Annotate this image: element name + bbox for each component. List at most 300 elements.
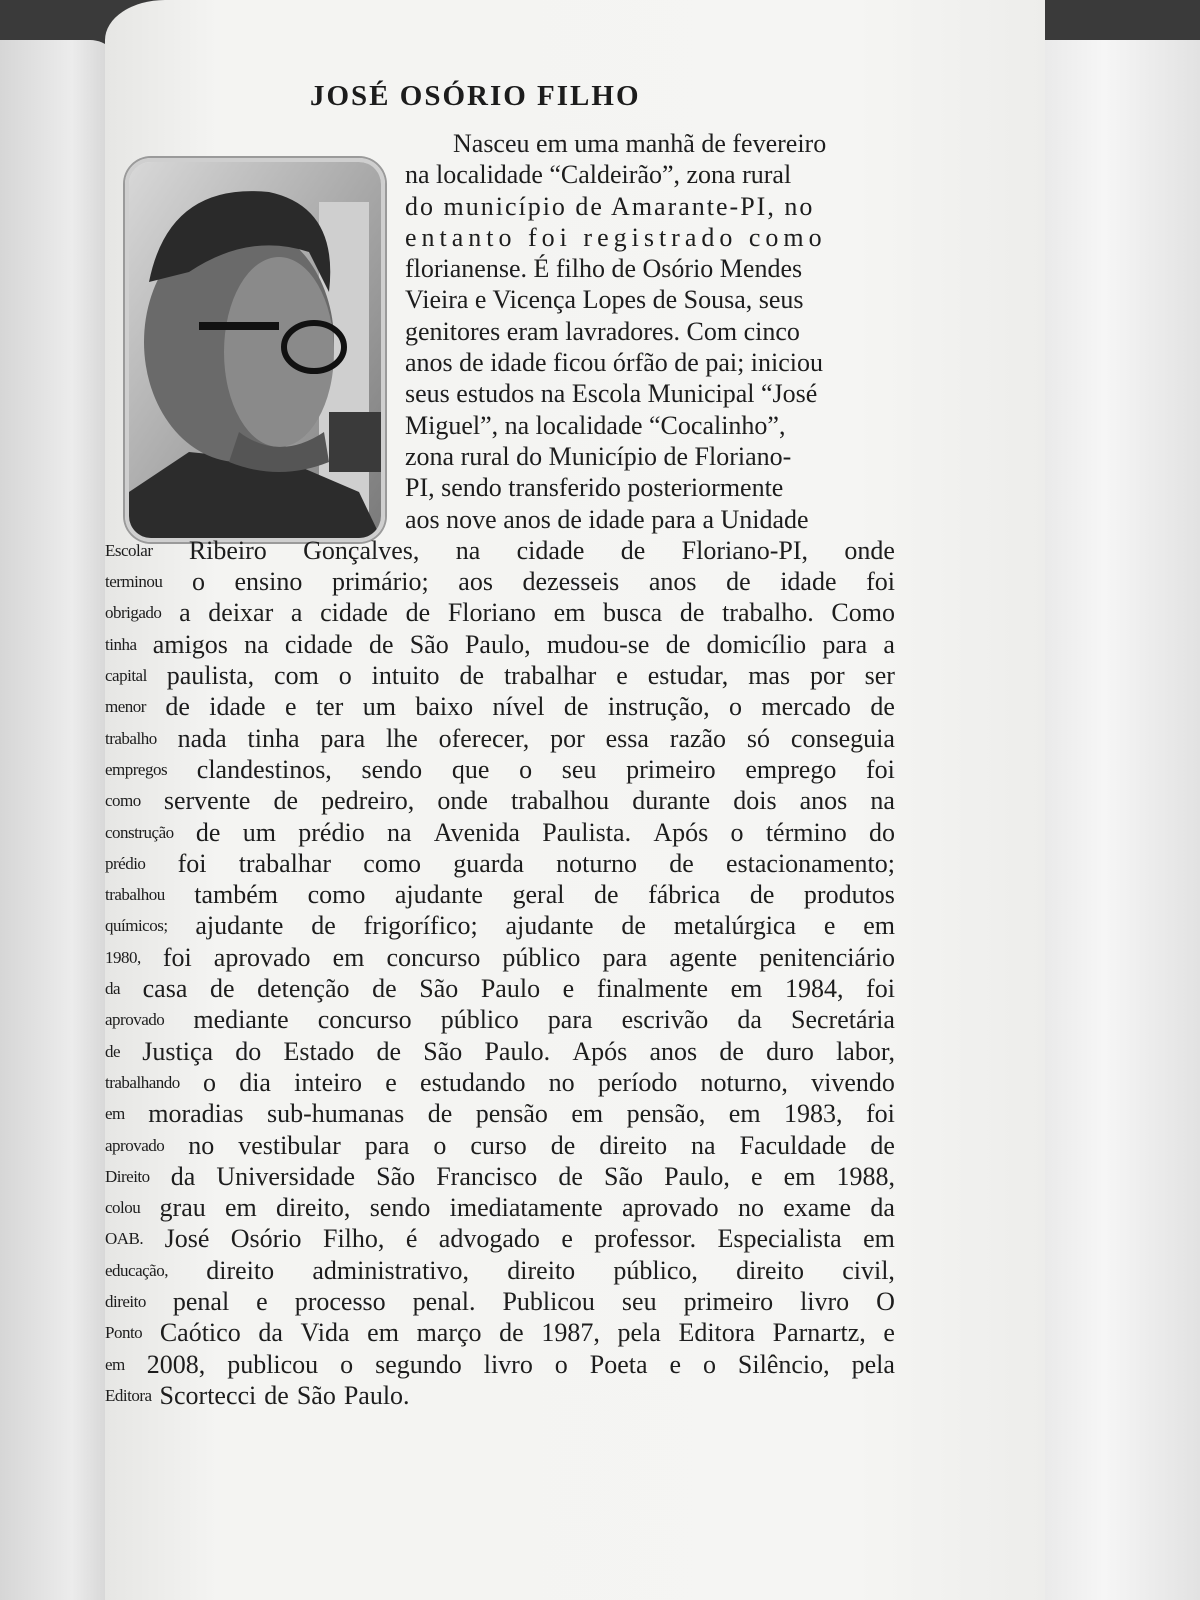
- line-lead-word: colou: [105, 1198, 141, 1218]
- line-word: de: [749, 880, 775, 910]
- line-word: público: [502, 942, 581, 972]
- left-page-edge: [0, 40, 120, 1600]
- text-line: [105, 910, 895, 941]
- line-word: seu: [561, 754, 597, 784]
- line-word: publicou: [227, 1349, 319, 1379]
- line-word: e: [284, 692, 297, 722]
- line-word: O: [876, 1286, 895, 1316]
- line-word: um: [362, 692, 396, 722]
- line-word: e: [669, 1349, 681, 1379]
- line-word: foi: [162, 942, 192, 972]
- line-word: trabalhou: [510, 786, 610, 816]
- line-lead-word: trabalhou: [105, 885, 165, 905]
- line-word: administrativo,: [312, 1255, 470, 1285]
- line-word: intuito: [371, 661, 440, 691]
- line-word: produtos: [803, 880, 895, 910]
- line-word: penal.: [412, 1286, 476, 1316]
- line-lead-word: empregos: [105, 759, 168, 779]
- line-word: 1983,: [784, 1099, 843, 1129]
- line-word: vivendo: [811, 1067, 895, 1097]
- line-word: direito: [736, 1255, 804, 1285]
- line-word: deixar: [208, 598, 274, 628]
- line-word: Vida: [300, 1318, 350, 1348]
- line-word: de: [264, 1380, 289, 1410]
- line-word: período: [597, 1067, 678, 1097]
- line-word: livro: [800, 1286, 850, 1316]
- line-word: de: [726, 567, 751, 597]
- line-word: dois: [733, 786, 777, 816]
- text-line: [105, 754, 895, 785]
- line-word: estudar,: [647, 661, 729, 691]
- line-word: para: [364, 1130, 410, 1160]
- text-line: [105, 973, 895, 1004]
- text-line: [105, 660, 895, 691]
- page-title: JOSÉ OSÓRIO FILHO: [310, 80, 641, 112]
- line-word: Paulo.: [484, 1036, 551, 1066]
- line-word: razão: [669, 723, 727, 753]
- text-line: [105, 785, 895, 816]
- line-word: de: [594, 880, 619, 910]
- line-lead-word: Ponto: [105, 1323, 143, 1343]
- line-word: de: [376, 1036, 401, 1066]
- line-lead-word: Direito: [105, 1166, 150, 1186]
- line-word: oferecer,: [438, 723, 530, 753]
- line-word: o: [729, 692, 743, 722]
- line-word: São: [409, 629, 449, 659]
- line-word: na: [870, 786, 895, 816]
- line-word: idade: [209, 692, 266, 722]
- line-word: São: [604, 1161, 644, 1191]
- text-line: [105, 1286, 895, 1317]
- line-lead-word: trabalhando: [105, 1072, 180, 1092]
- line-word: moradias: [148, 1099, 244, 1129]
- line-word: em: [728, 1099, 761, 1129]
- line-word: na: [455, 535, 481, 565]
- line-word: direito: [507, 1255, 576, 1285]
- line-word: de: [165, 692, 190, 722]
- line-word: fábrica: [648, 880, 721, 910]
- text-line: seus estudos na Escola Municipal “José: [405, 379, 818, 409]
- text-line: [105, 848, 895, 879]
- line-word: Avenida: [433, 817, 520, 847]
- line-word: a: [290, 598, 303, 628]
- line-word: o: [730, 817, 744, 847]
- line-word: para: [602, 942, 648, 972]
- text-line: [105, 566, 895, 597]
- line-word: agente: [669, 942, 738, 972]
- line-word: civil,: [842, 1255, 895, 1285]
- line-word: o: [338, 661, 352, 691]
- line-word: 2008,: [146, 1349, 206, 1379]
- line-word: 1987,: [541, 1318, 600, 1348]
- line-word: em: [863, 1224, 895, 1254]
- line-lead-word: da: [105, 979, 121, 999]
- line-word: inteiro: [294, 1067, 363, 1097]
- text-line: [105, 1036, 895, 1067]
- line-word: de: [621, 911, 646, 941]
- line-word: escrivão: [621, 1005, 709, 1035]
- line-word: aprovado: [621, 1193, 719, 1223]
- line-word: em: [730, 974, 763, 1004]
- line-word: grau: [159, 1193, 206, 1223]
- line-word: ajudante: [394, 880, 483, 910]
- line-word: da: [737, 1005, 762, 1035]
- line-word: busca: [603, 598, 663, 628]
- line-word: direito,: [276, 1193, 351, 1223]
- line-word: e: [385, 1067, 397, 1097]
- line-lead-word: prédio: [105, 853, 146, 873]
- line-word: anos: [649, 1036, 698, 1066]
- line-word: Faculdade: [739, 1130, 847, 1160]
- line-word: de: [427, 1099, 453, 1129]
- line-word: domicílio: [706, 629, 807, 659]
- line-word: Osório: [230, 1224, 302, 1254]
- line-word: foi: [866, 754, 895, 784]
- line-word: cidade: [320, 598, 388, 628]
- line-word: servente: [163, 786, 251, 816]
- line-word: noturno: [556, 848, 638, 878]
- line-word: da: [170, 1161, 196, 1191]
- text-line: aos nove anos de idade para a Unidade: [405, 504, 809, 534]
- line-word: sendo: [369, 1193, 431, 1223]
- text-line: [105, 1223, 895, 1254]
- line-word: de: [558, 1161, 583, 1191]
- line-lead-word: terminou: [105, 572, 163, 592]
- line-word: São: [296, 1380, 336, 1410]
- line-word: e: [616, 661, 628, 691]
- line-word: o: [202, 1067, 216, 1097]
- line-word: Secretária: [791, 1005, 895, 1035]
- line-word: de: [195, 817, 221, 847]
- line-word: por: [550, 723, 585, 753]
- text-line: Miguel”, na localidade “Cocalinho”,: [405, 410, 786, 440]
- line-word: trabalho.: [722, 598, 814, 628]
- text-line: [105, 629, 895, 660]
- line-word: foi: [866, 1099, 895, 1129]
- line-word: segundo: [375, 1349, 462, 1379]
- line-word: dia: [239, 1067, 271, 1097]
- line-lead-word: direito: [105, 1291, 146, 1311]
- page-stack-edge: [1040, 40, 1200, 1600]
- line-word: pela: [851, 1349, 895, 1379]
- line-word: trabalhar: [238, 848, 332, 878]
- line-word: Floriano: [447, 598, 536, 628]
- text-line: Vieira e Vicença Lopes de Sousa, seus: [405, 285, 804, 315]
- line-word: que: [451, 754, 490, 784]
- line-word: onde: [844, 535, 895, 565]
- line-word: e: [823, 911, 836, 941]
- line-word: para: [547, 1005, 593, 1035]
- line-word: em: [367, 1318, 399, 1348]
- line-word: processo: [294, 1286, 386, 1316]
- line-word: ter: [315, 692, 344, 722]
- line-word: mudou-se: [546, 629, 650, 659]
- text-line: [105, 597, 895, 628]
- line-word: curso: [470, 1130, 527, 1160]
- line-word: na: [691, 1130, 716, 1160]
- line-word: o: [340, 1349, 354, 1379]
- line-word: casa: [142, 974, 188, 1004]
- line-lead-word: químicos;: [105, 916, 168, 936]
- line-word: instrução,: [607, 692, 710, 722]
- line-word: o: [554, 1349, 568, 1379]
- line-word: mercado: [761, 692, 851, 722]
- line-word: Justiça: [142, 1036, 214, 1066]
- line-word: de: [870, 692, 895, 722]
- line-word: em: [571, 1099, 604, 1129]
- line-word: Após: [572, 1036, 628, 1066]
- text-line: [105, 535, 895, 566]
- text-line: do município de Amarante-PI, no: [405, 191, 815, 221]
- line-word: de: [550, 1130, 576, 1160]
- line-word: mas: [748, 661, 791, 691]
- line-word: para: [822, 629, 868, 659]
- line-word: da: [870, 1193, 895, 1223]
- line-lead-word: menor: [105, 697, 146, 717]
- line-lead-word: capital: [105, 666, 147, 686]
- text-line: [105, 1255, 895, 1286]
- line-word: São: [376, 1161, 416, 1191]
- line-word: onde: [437, 786, 488, 816]
- line-word: de: [620, 535, 646, 565]
- line-word: um: [242, 817, 276, 847]
- line-lead-word: trabalho: [105, 728, 157, 748]
- line-word: pela: [617, 1318, 661, 1348]
- text-line: [105, 1317, 895, 1348]
- line-word: de: [405, 598, 431, 628]
- text-line: genitores eram lavradores. Com cinco: [405, 316, 800, 346]
- line-word: da: [258, 1318, 283, 1348]
- line-word: a: [179, 598, 191, 628]
- line-word: Editora: [678, 1318, 755, 1348]
- line-word: e: [256, 1286, 268, 1316]
- line-word: geral: [512, 880, 565, 910]
- line-word: em: [863, 911, 895, 941]
- line-word: exame: [783, 1193, 852, 1223]
- line-word: término: [765, 817, 847, 847]
- line-word: por: [810, 661, 845, 691]
- line-word: São: [419, 974, 459, 1004]
- line-word: concurso: [317, 1005, 412, 1035]
- line-word: em: [783, 1161, 816, 1191]
- line-word: Caótico: [159, 1318, 241, 1348]
- line-word: mediante: [193, 1005, 289, 1035]
- line-word: Após: [653, 817, 709, 847]
- line-word: duro: [766, 1036, 814, 1066]
- line-word: é: [405, 1224, 418, 1254]
- text-line: entanto foi registrado como: [405, 222, 827, 252]
- text-line: [105, 1161, 895, 1192]
- line-word: nada: [177, 723, 227, 753]
- line-word: imediatamente: [449, 1193, 603, 1223]
- line-word: Floriano-PI,: [681, 535, 809, 565]
- line-word: Francisco: [436, 1161, 538, 1191]
- line-word: do: [235, 1036, 262, 1066]
- text-line: [105, 1192, 895, 1223]
- line-lead-word: tinha: [105, 634, 137, 654]
- line-word: e: [562, 974, 575, 1004]
- line-word: emprego: [745, 754, 837, 784]
- line-word: Parnartz,: [772, 1318, 866, 1348]
- line-word: advogado: [438, 1224, 540, 1254]
- line-word: de: [719, 1036, 744, 1066]
- line-word: anos: [648, 567, 697, 597]
- line-word: professor.: [594, 1224, 697, 1254]
- text-line: [105, 1067, 895, 1098]
- line-word: público,: [613, 1255, 698, 1285]
- line-word: concurso: [386, 942, 481, 972]
- line-word: aos: [458, 567, 493, 597]
- text-line: [105, 1349, 895, 1380]
- line-word: de: [669, 848, 694, 878]
- line-word: na: [244, 629, 269, 659]
- line-word: aprovado: [213, 942, 311, 972]
- line-word: baixo: [415, 692, 474, 722]
- line-word: Estado: [283, 1036, 355, 1066]
- line-word: trabalhar: [503, 661, 597, 691]
- line-word: no: [737, 1193, 764, 1223]
- line-word: 1984,: [784, 974, 844, 1004]
- line-word: pensão: [475, 1099, 548, 1129]
- line-word: na: [386, 817, 412, 847]
- line-word: Universidade: [216, 1161, 356, 1191]
- line-word: o: [519, 754, 533, 784]
- line-word: 1988,: [836, 1161, 895, 1191]
- line-word: frigorífico;: [363, 911, 478, 941]
- line-word: de: [665, 629, 691, 659]
- line-word: Gonçalves,: [303, 535, 420, 565]
- line-word: para: [320, 723, 366, 753]
- line-word: Poeta: [589, 1349, 648, 1379]
- line-word: como: [307, 880, 366, 910]
- line-lead-word: de: [105, 1041, 121, 1061]
- line-word: São: [423, 1036, 463, 1066]
- line-lead-word: construção: [105, 822, 174, 842]
- line-word: março: [416, 1318, 482, 1348]
- line-word: ajudante: [195, 911, 284, 941]
- line-word: Filho,: [322, 1224, 385, 1254]
- line-word: tinha: [247, 723, 300, 753]
- line-word: pensão,: [626, 1099, 706, 1129]
- line-word: e: [750, 1161, 763, 1191]
- line-word: no: [548, 1067, 575, 1097]
- line-word: nível: [492, 692, 545, 722]
- line-word: anos: [799, 786, 848, 816]
- line-word: ensino: [234, 567, 303, 597]
- line-word: labor,: [836, 1036, 895, 1066]
- line-word: foi: [866, 974, 895, 1004]
- line-lead-word: aprovado: [105, 1010, 165, 1030]
- line-word: no: [188, 1130, 215, 1160]
- line-word: estudando: [420, 1067, 526, 1097]
- line-word: Paulista.: [542, 817, 632, 847]
- biography-text: [105, 128, 895, 1411]
- text-line: florianense. É filho de Osório Mendes: [405, 254, 803, 284]
- line-word: e: [883, 1318, 895, 1348]
- line-word: cidade: [284, 629, 353, 659]
- line-word: Paulo,: [664, 1161, 730, 1191]
- line-word: Paulo,: [464, 629, 531, 659]
- line-word: sendo: [361, 754, 423, 784]
- text-line: zona rural do Município de Floriano-: [405, 441, 792, 471]
- line-word: prédio: [298, 817, 365, 847]
- line-word: penitenciário: [759, 942, 895, 972]
- line-word: livro: [483, 1349, 533, 1379]
- line-word: de: [311, 911, 336, 941]
- line-word: em: [553, 598, 586, 628]
- text-line: [105, 942, 895, 973]
- line-word: ser: [864, 661, 895, 691]
- line-word: Ribeiro: [188, 535, 267, 565]
- line-word: noturno,: [700, 1067, 788, 1097]
- line-word: como: [363, 848, 422, 878]
- text-line: [105, 1380, 895, 1411]
- line-word: só: [746, 723, 771, 753]
- line-word: em: [332, 942, 365, 972]
- line-word: também: [194, 880, 279, 910]
- line-lead-word: 1980,: [105, 947, 141, 967]
- line-word: Publicou: [502, 1286, 595, 1316]
- text-line: anos de idade ficou órfão de pai; iniciou: [405, 348, 824, 378]
- line-lead-word: como: [105, 791, 141, 811]
- line-word: foi: [866, 567, 895, 597]
- line-word: de: [372, 974, 397, 1004]
- line-word: Silêncio,: [737, 1349, 830, 1379]
- line-word: amigos: [152, 629, 228, 659]
- line-lead-word: em: [105, 1354, 125, 1374]
- line-word: o: [191, 567, 205, 597]
- line-word: paulista,: [166, 661, 255, 691]
- line-word: de: [563, 692, 589, 722]
- line-word: de: [870, 1130, 895, 1160]
- line-lead-word: OAB.: [105, 1229, 144, 1249]
- line-word: Paulo.: [343, 1380, 410, 1410]
- text-line: [105, 691, 895, 722]
- line-lead-word: Editora: [105, 1385, 152, 1405]
- line-word: de: [273, 786, 299, 816]
- line-word: de: [499, 1318, 524, 1348]
- line-word: primário;: [331, 567, 429, 597]
- line-word: sub-humanas: [267, 1099, 405, 1129]
- line-word: de: [459, 661, 485, 691]
- line-word: finalmente: [596, 974, 708, 1004]
- line-word: do: [868, 817, 895, 847]
- line-word: a: [883, 629, 895, 659]
- line-word: guarda: [453, 848, 524, 878]
- line-lead-word: educação,: [105, 1260, 168, 1280]
- line-word: público: [440, 1005, 519, 1035]
- line-word: ajudante: [505, 911, 594, 941]
- text-line: [105, 723, 895, 754]
- line-word: idade: [780, 567, 837, 597]
- line-word: detenção: [257, 974, 350, 1004]
- line-word: Como: [831, 598, 895, 628]
- text-line: Nasceu em uma manhã de fevereiro: [453, 129, 827, 158]
- line-word: o: [433, 1130, 447, 1160]
- text-line: [105, 879, 895, 910]
- line-word: metalúrgica: [673, 911, 797, 941]
- line-word: estacionamento;: [725, 848, 895, 878]
- line-word: José: [164, 1224, 210, 1254]
- line-word: primeiro: [626, 754, 716, 784]
- line-lead-word: em: [105, 1104, 125, 1124]
- line-word: de: [368, 629, 394, 659]
- line-word: lhe: [385, 723, 418, 753]
- text-line: PI, sendo transferido posteriormente: [405, 473, 784, 503]
- line-word: e: [561, 1224, 573, 1254]
- line-word: de: [679, 598, 705, 628]
- line-word: direito: [599, 1130, 668, 1160]
